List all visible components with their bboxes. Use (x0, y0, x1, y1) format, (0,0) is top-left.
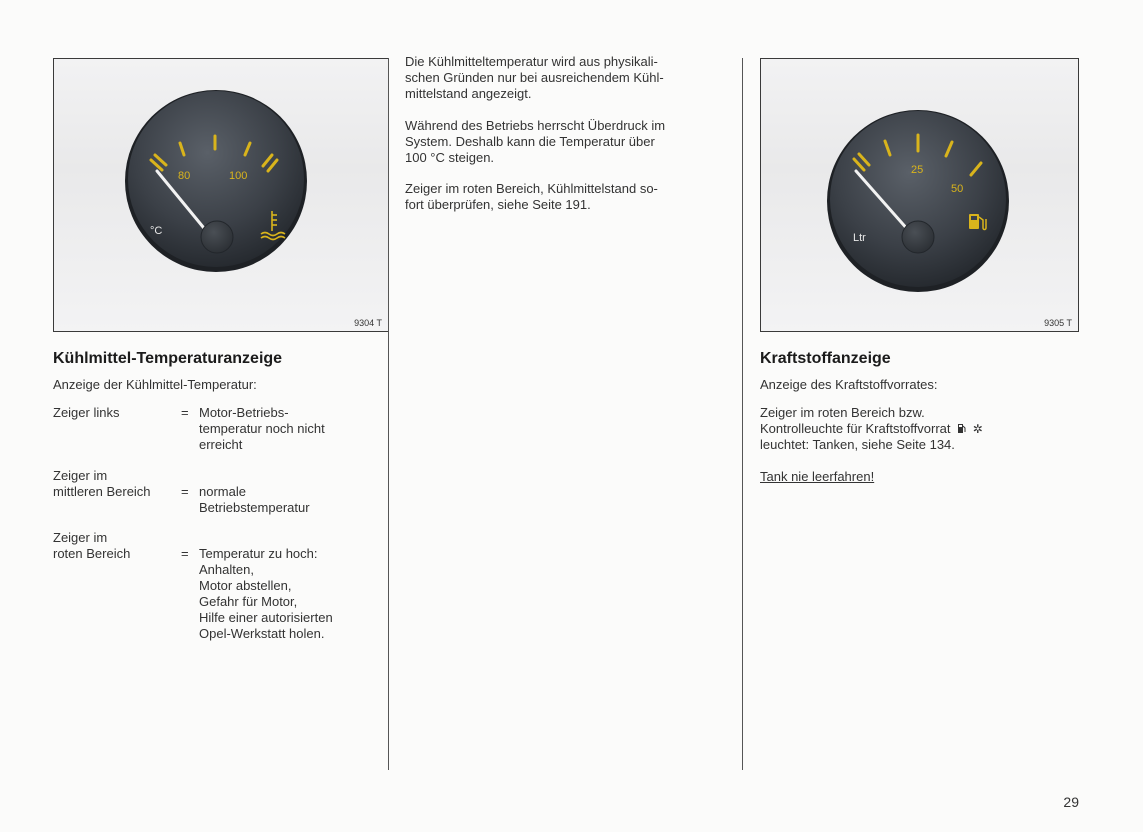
equals-sign: = (181, 484, 189, 499)
page-number: 29 (1063, 794, 1079, 810)
text-line: Die Kühlmitteltemperatur wird aus physikali- (405, 54, 658, 69)
figure-code: 9305 T (1044, 318, 1072, 328)
text-line: Zeiger im roten Bereich, Kühlmittelstand so- (405, 181, 658, 196)
fuel-gauge-illustration (761, 59, 1078, 331)
tick-label-80: 80 (178, 170, 191, 182)
definition-row-middle (53, 468, 373, 520)
definition-row-red (53, 530, 373, 660)
desc-line: Temperatur zu hoch: (199, 546, 318, 561)
desc-line: temperatur noch nicht (199, 421, 325, 436)
coolant-gauge-illustration (54, 59, 388, 331)
middle-paragraph-1 (405, 54, 735, 102)
text-line: schen Gründen nur bei ausreichendem Kühl- (405, 70, 664, 85)
desc-line: Opel-Werkstatt holen. (199, 626, 325, 641)
text-line: leuchtet: Tanken, siehe Seite 134. (760, 437, 955, 452)
tick-label-25: 25 (911, 164, 924, 176)
unit-label: Ltr (853, 232, 866, 244)
fuel-intro: Anzeige des Kraftstoffvorrates: (760, 377, 938, 392)
term-line: roten Bereich (53, 546, 131, 561)
term-line: mittleren Bereich (53, 484, 151, 499)
definition-term (53, 468, 178, 500)
coolant-gauge-figure (53, 58, 389, 332)
equals-sign: = (181, 546, 189, 561)
text-line: 100 °C steigen. (405, 150, 495, 165)
middle-paragraph-2 (405, 118, 735, 166)
snowflake-icon: ✲ (972, 422, 983, 436)
desc-line: Motor-Betriebs- (199, 405, 289, 420)
desc-line: Motor abstellen, (199, 578, 292, 593)
equals-sign: = (181, 405, 189, 420)
middle-paragraph-3 (405, 181, 735, 213)
fuel-warning: Tank nie leerfahren! (760, 469, 875, 484)
column-divider-right (742, 58, 743, 770)
definition-description (199, 484, 369, 516)
definition-row-left (53, 405, 373, 455)
desc-line: normale (199, 484, 246, 499)
definition-term (53, 405, 178, 421)
needle-hub (902, 221, 934, 253)
fuel-pump-icon (957, 423, 967, 434)
text-line: Kontrolleuchte für Kraftstoffvorrat (760, 421, 951, 436)
tick-label-50: 50 (951, 183, 964, 195)
text-line: Zeiger im roten Bereich bzw. (760, 405, 925, 420)
term-line: Zeiger im (53, 468, 108, 483)
definition-term (53, 530, 178, 562)
desc-line: Gefahr für Motor, (199, 594, 298, 609)
text-line: System. Deshalb kann die Temperatur über (405, 134, 655, 149)
column-divider-left (388, 58, 389, 770)
text-line: fort überprüfen, siehe Seite 191. (405, 197, 591, 212)
term-line: Zeiger links (53, 405, 120, 420)
desc-line: Hilfe einer autorisierten (199, 610, 333, 625)
figure-code: 9304 T (354, 318, 382, 328)
desc-line: Anhalten, (199, 562, 254, 577)
definition-description (199, 546, 369, 642)
unit-label: °C (150, 225, 163, 237)
term-line: Zeiger im (53, 530, 108, 545)
coolant-heading: Kühlmittel-Temperaturanzeige (53, 350, 283, 367)
text-line-with-icons (760, 421, 1080, 437)
definition-description (199, 405, 369, 453)
tick-label-100: 100 (229, 170, 248, 182)
desc-line: erreicht (199, 437, 243, 452)
needle-hub (201, 221, 233, 253)
text-line: Während des Betriebs herrscht Überdruck im (405, 118, 666, 133)
fuel-paragraph (760, 405, 1080, 453)
fuel-heading: Kraftstoffanzeige (760, 350, 891, 367)
coolant-intro: Anzeige der Kühlmittel-Temperatur: (53, 377, 257, 392)
fuel-gauge-figure (760, 58, 1079, 332)
text-line: mittelstand angezeigt. (405, 86, 532, 101)
desc-line: Betriebstemperatur (199, 500, 310, 515)
